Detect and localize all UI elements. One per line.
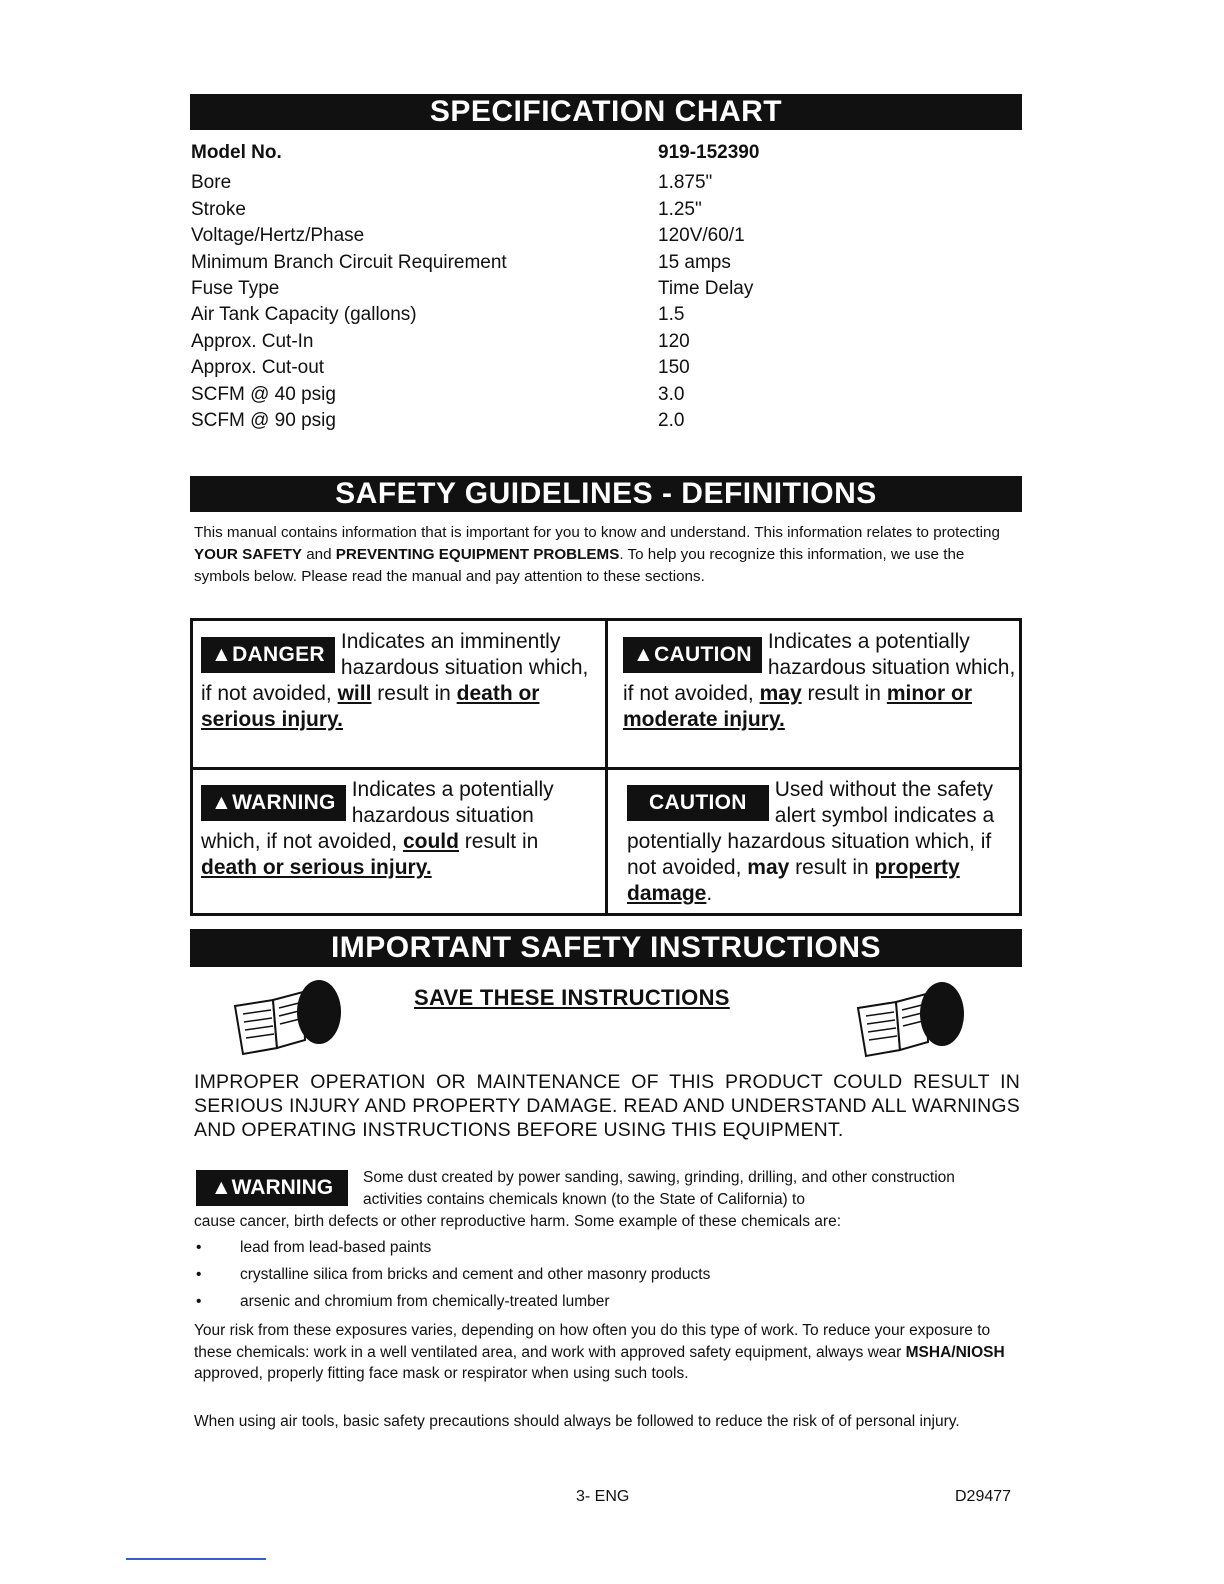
- spec-label: Approx. Cut-out: [191, 357, 325, 379]
- bottom-link-underline: [126, 1558, 266, 1560]
- spec-label: SCFM @ 40 psig: [191, 383, 336, 405]
- caution-consequence: minor or moderate injury.: [623, 682, 972, 731]
- warning-definition: [201, 777, 596, 881]
- risk-text: Your risk from these exposures varies, depending on how often you do this type of work. To reduce your exposure to these chemicals: work in a well ventilated area, and work with approved safety equipment, always wear: [194, 1322, 991, 1361]
- spec-row: [191, 302, 831, 328]
- spec-label: Minimum Branch Circuit Requirement: [191, 251, 507, 273]
- spec-chart-heading: [190, 94, 1022, 130]
- spec-row: [191, 223, 831, 249]
- important-instructions-heading: [190, 929, 1022, 967]
- spec-value: 1.875": [658, 172, 713, 194]
- danger-text: result in: [371, 682, 457, 705]
- intro-paragraph: [194, 522, 1014, 588]
- spec-value: 1.5: [658, 304, 685, 326]
- caution-text: Indicates a potentially hazardous situation which, if not avoided,: [623, 630, 1016, 705]
- bullet-icon: •: [196, 1293, 202, 1310]
- document-code: D29477: [955, 1488, 1012, 1505]
- caution-definition: [623, 629, 1018, 733]
- risk-bold-msha: MSHA/NIOSH: [905, 1343, 1005, 1361]
- warning-badge: ▲WARNING: [196, 1170, 348, 1206]
- spec-value: 3.0: [658, 383, 685, 405]
- spec-value: 15 amps: [658, 251, 731, 273]
- spec-header-row: [191, 140, 831, 166]
- spec-row: [191, 382, 831, 408]
- list-item-text: lead from lead-based paints: [240, 1239, 432, 1256]
- definitions-grid: [190, 618, 1022, 916]
- spec-value: 150: [658, 357, 690, 379]
- grid-divider: [193, 767, 1019, 770]
- list-item: [196, 1291, 1016, 1318]
- spec-label: Stroke: [191, 198, 246, 220]
- important-instructions-heading-text: IMPORTANT SAFETY INSTRUCTIONS: [330, 931, 882, 964]
- spec-value: 1.25": [658, 198, 702, 220]
- spec-label: Fuse Type: [191, 277, 280, 299]
- spec-label: Approx. Cut-In: [191, 330, 314, 352]
- warning-consequence: death or serious injury.: [201, 856, 432, 879]
- spec-row: [191, 250, 831, 276]
- safety-definitions-heading-text: SAFETY GUIDELINES - DEFINITIONS: [335, 477, 877, 510]
- list-item: [196, 1264, 1016, 1291]
- spec-row: [191, 355, 831, 381]
- spec-table: [191, 140, 831, 434]
- caution-plain-text: Used without the safety alert symbol indicates a potentially hazardous situation which, if not avoided,: [627, 778, 995, 879]
- list-item-text: crystalline silica from bricks and cement and other masonry products: [240, 1266, 711, 1283]
- spec-value: 919-152390: [658, 142, 760, 163]
- bullet-icon: •: [196, 1266, 202, 1283]
- danger-consequence: death or serious injury.: [201, 682, 540, 731]
- caution-emphasis: may: [759, 682, 802, 705]
- spec-label: Bore: [191, 172, 232, 194]
- caution-plain-badge: CAUTION: [627, 785, 769, 821]
- danger-badge: ▲DANGER: [201, 637, 335, 673]
- caution-text: result in: [801, 682, 887, 705]
- danger-text: Indicates an imminently hazardous situation which, if not avoided,: [201, 630, 589, 705]
- caution-no-symbol-definition: [627, 777, 1017, 907]
- dust-warning-text: Some dust created by power sanding, sawing, grinding, drilling, and other construction activities contains chemicals known (to the State of California) to: [363, 1169, 955, 1208]
- spec-label: SCFM @ 90 psig: [191, 409, 336, 431]
- exposure-risk-paragraph: [194, 1320, 1016, 1385]
- caution-badge: ▲CAUTION: [623, 637, 762, 673]
- improper-operation-warning: IMPROPER OPERATION OR MAINTENANCE OF THIS PRODUCT COULD RESULT IN SERIOUS INJURY AND PROPERTY DAMAGE. READ AND UNDERSTAND ALL WARNINGS AND OPERATING INSTRUCTIONS BEFORE USING THIS EQUIPMENT.: [194, 1071, 1020, 1141]
- air-tools-paragraph: When using air tools, basic safety precautions should always be followed to reduce the risk of of personal injury.: [194, 1413, 960, 1430]
- caution-plain-text: .: [706, 882, 713, 905]
- spec-value: 120: [658, 330, 690, 352]
- save-instructions-title: SAVE THESE INSTRUCTIONS: [414, 985, 730, 1010]
- spec-value: 120V/60/1: [658, 225, 745, 247]
- warning-text: Indicates a potentially hazardous situation which, if not avoided,: [201, 778, 554, 853]
- spec-label: Model No.: [191, 142, 282, 163]
- bullet-icon: •: [196, 1239, 202, 1256]
- caution-plain-emphasis: may: [747, 856, 790, 879]
- spec-row: [191, 197, 831, 223]
- intro-bold-your-safety: YOUR SAFETY: [194, 546, 303, 563]
- warning-badge: ▲WARNING: [201, 785, 346, 821]
- spec-value: 2.0: [658, 409, 685, 431]
- safety-definitions-heading: [190, 476, 1022, 512]
- caution-plain-text: result in: [789, 856, 875, 879]
- spec-row: [191, 170, 831, 196]
- warning-emphasis: could: [402, 830, 459, 853]
- dust-warning-text-continued: cause cancer, birth defects or other reproductive harm. Some example of these chemicals are:: [194, 1213, 842, 1230]
- warning-text: result in: [458, 830, 539, 853]
- spec-row: [191, 329, 831, 355]
- intro-text: This manual contains information that is important for you to know and understand. This information relates to protecting: [194, 524, 1000, 541]
- chemicals-list: [196, 1237, 1016, 1318]
- page-number: 3- ENG: [576, 1488, 630, 1505]
- spec-value: Time Delay: [658, 277, 754, 299]
- intro-bold-equipment-problems: PREVENTING EQUIPMENT PROBLEMS: [335, 546, 620, 563]
- intro-text: . To help you recognize this information, we use the symbols below. Please read the manual and pay attention to these sections.: [194, 546, 965, 585]
- danger-emphasis: will: [337, 682, 372, 705]
- list-item: [196, 1237, 1016, 1264]
- danger-definition: [201, 629, 596, 733]
- caution-plain-consequence: property damage: [627, 856, 960, 905]
- spec-row: [191, 408, 831, 434]
- risk-text: approved, properly fitting face mask or respirator when using such tools.: [194, 1365, 689, 1382]
- spec-label: Air Tank Capacity (gallons): [191, 304, 417, 326]
- list-item-text: arsenic and chromium from chemically-treated lumber: [240, 1293, 610, 1310]
- read-manual-icon: [233, 978, 343, 1058]
- spec-chart-heading-text: SPECIFICATION CHART: [429, 95, 783, 128]
- intro-text: and: [302, 546, 336, 563]
- read-manual-icon: [856, 980, 966, 1060]
- spec-label: Voltage/Hertz/Phase: [191, 225, 365, 247]
- spec-row: [191, 276, 831, 302]
